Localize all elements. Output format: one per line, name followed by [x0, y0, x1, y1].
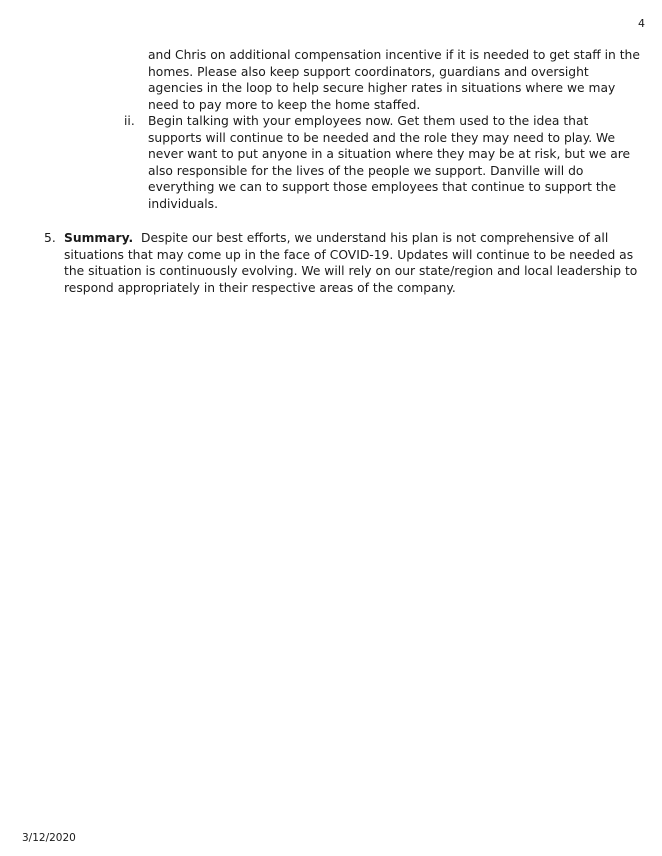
summary-paragraph [64, 230, 644, 296]
footer-date: 3/12/2020 [22, 832, 76, 844]
list-item-ii [124, 113, 640, 213]
list-item-text: Begin talking with your employees now. Get them used to the idea that supports will continue to be needed and the role they may need to play. We never want to put anyone in a situation where they may be at risk, but we are also responsible for the lives of the people we support. Danville will do everything we can to support those employees that continue to support the individuals. [148, 114, 631, 211]
list-item-summary [44, 230, 644, 296]
page-number: 4 [638, 17, 645, 30]
continued-paragraph: and Chris on additional compensation incentive if it is needed to get staff in the homes. Please also keep support coordinators, guardians and oversight agencies in the loop to help secure higher rates in situations where we may need to pay more to keep the home staffed. [148, 48, 640, 112]
summary-text: Despite our best efforts, we understand his plan is not comprehensive of all situations that may come up in the face of COVID-19. Updates will continue to be needed as the situation is continuously evolving. We will rely on our state/region and local leadership to respond appropriately in their respective areas of the company. [64, 231, 638, 295]
summary-heading: Summary. [64, 231, 134, 245]
list-marker: 5. [44, 231, 56, 245]
list-marker: ii. [124, 114, 135, 128]
